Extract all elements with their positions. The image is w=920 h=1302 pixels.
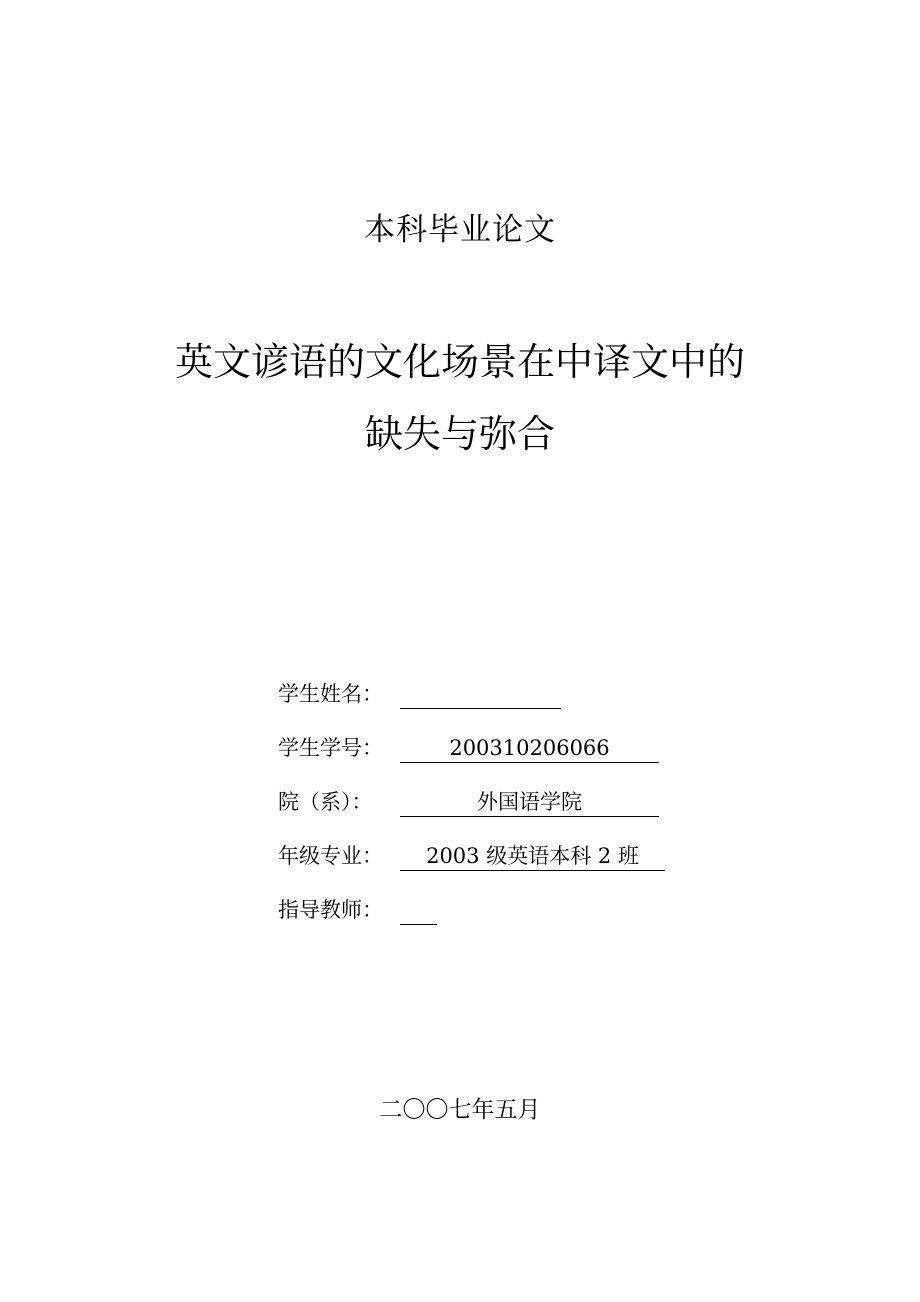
student-name-row	[278, 655, 778, 709]
department-row	[278, 763, 778, 817]
student-name-label: 学生姓名：	[278, 682, 383, 706]
student-id-label: 学生学号：	[278, 736, 383, 760]
thesis-title-line-2: 缺失与弥合	[364, 412, 555, 456]
document-type-heading: 本科毕业论文	[364, 212, 556, 248]
student-name-value	[400, 679, 561, 709]
thesis-title-line-1: 英文谚语的文化场景在中译文中的	[174, 340, 745, 384]
advisor-value	[400, 895, 437, 925]
student-id-row	[278, 709, 778, 763]
department-value: 外国语学院	[400, 787, 659, 817]
advisor-row	[278, 871, 778, 925]
grade-major-value: 2003 级英语本科 2 班	[400, 841, 665, 871]
grade-major-row	[278, 817, 778, 871]
department-label: 院（系）：	[278, 790, 373, 814]
submission-date: 二〇〇七年五月	[379, 1097, 541, 1123]
student-info-block	[278, 655, 778, 925]
advisor-label: 指导教师：	[278, 898, 383, 922]
grade-major-label: 年级专业：	[278, 844, 383, 868]
student-id-value: 200310206066	[400, 733, 659, 763]
